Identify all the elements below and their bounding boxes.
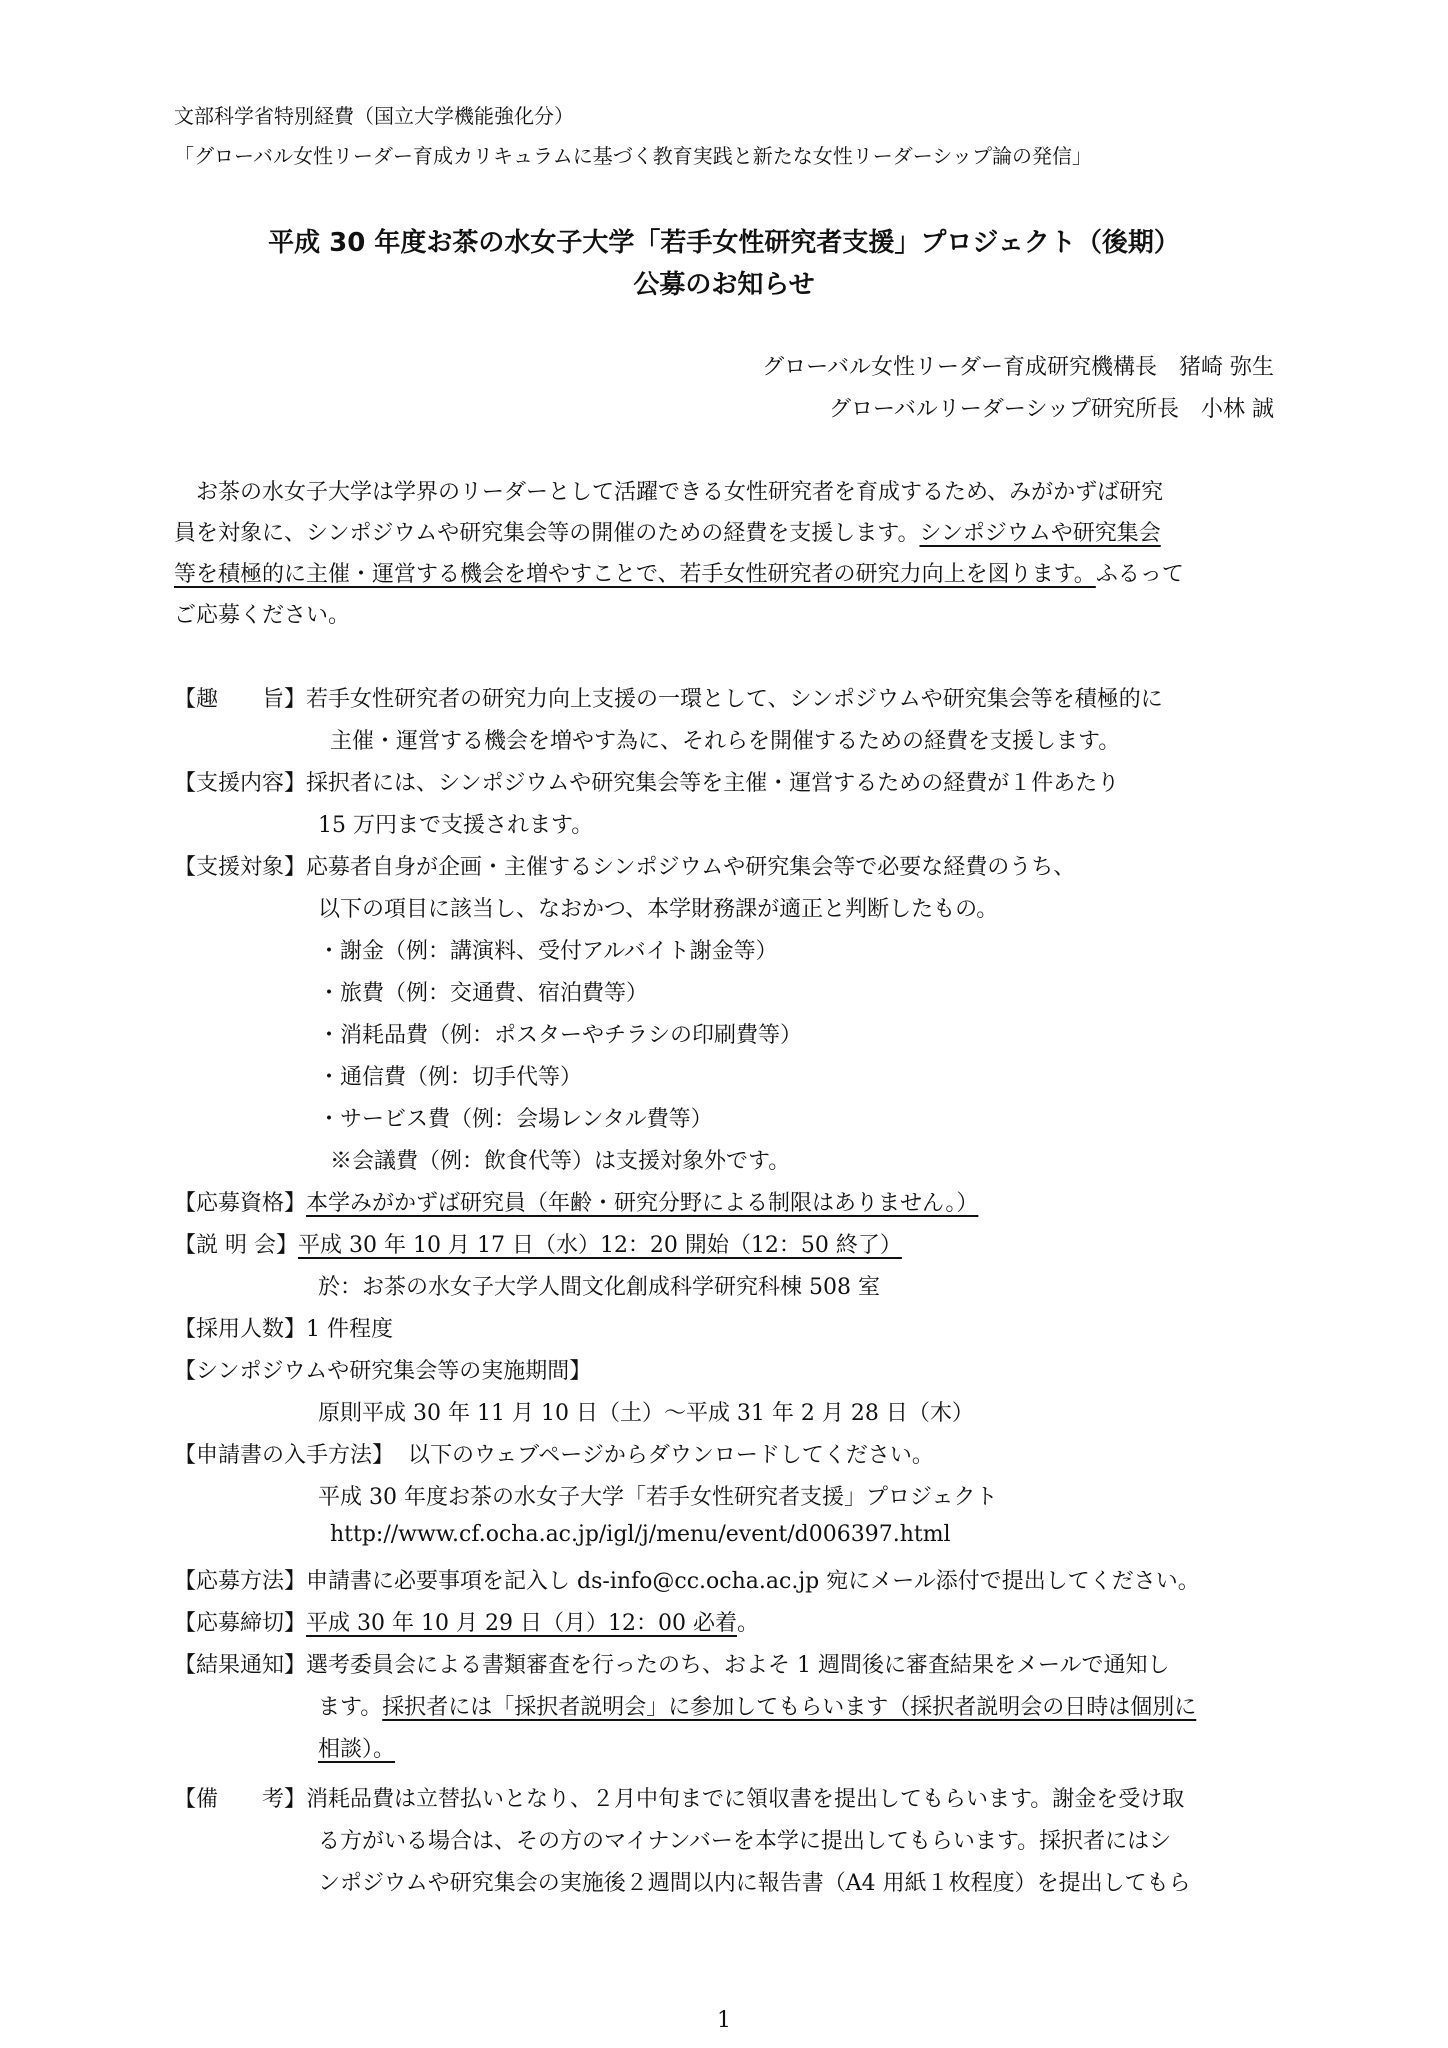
intro-underlined-text: シンポジウムや研究集会 <box>919 521 1161 546</box>
section-text <box>318 1690 1196 1721</box>
section-remarks <box>174 1782 1184 1813</box>
section-text: 申請書に必要事項を記入し ds-info@cc.ocha.ac.jp 宛にメール添付で提出してください。 <box>306 1569 1200 1594</box>
section-support-target <box>174 850 1075 881</box>
section-text: 1 件程度 <box>306 1317 394 1342</box>
signatory-1: グローバル女性リーダー育成研究機構長 猪崎 弥生 <box>762 355 1274 380</box>
intro-line: お茶の水女子大学は学界のリーダーとして活躍できる女性研究者を育成するため、みがかずば研究 <box>174 480 1164 505</box>
intro-paragraph <box>174 472 1274 636</box>
section-deadline <box>174 1606 759 1637</box>
list-item: ・謝金（例：講演料、受付アルバイト謝金等） <box>318 939 778 964</box>
section-text: 以下の項目に該当し、なおかつ、本学財務課が適正と判断したもの。 <box>318 897 999 922</box>
section-text: 消耗品費は立替払いとなり、２月中旬までに領収書を提出してもらいます。謝金を受け取 <box>306 1787 1185 1812</box>
section-label: 【趣 旨】 <box>174 687 307 712</box>
section-briefing <box>174 1228 902 1259</box>
section-label: 【採用人数】 <box>174 1317 307 1342</box>
intro-text: ふるって <box>1095 562 1184 587</box>
section-text: 平成 30 年度お茶の水女子大学「若手女性研究者支援」プロジェクト <box>318 1485 998 1510</box>
section-text: ます。 <box>318 1695 383 1720</box>
download-link[interactable]: http://www.cf.ocha.ac.jp/igl/j/menu/event/d006397.html <box>330 1522 951 1547</box>
page-number: 1 <box>717 2008 731 2033</box>
section-text: 於：お茶の水女子大学人間文化創成科学研究科棟 508 室 <box>318 1275 880 1300</box>
list-item: ・通信費（例：切手代等） <box>318 1065 583 1090</box>
list-item: ・旅費（例：交通費、宿泊費等） <box>318 981 649 1006</box>
section-text: 本学みがかずば研究員（年齢・研究分野による制限はありません。） <box>306 1191 979 1216</box>
section-text: 相談）。 <box>318 1737 396 1762</box>
intro-line <box>174 554 1274 595</box>
section-label: 【応募締切】 <box>174 1611 307 1636</box>
program-header: 「グローバル女性リーダー育成カリキュラムに基づく教育実践と新たな女性リーダーシップ論の発信」 <box>174 144 1092 168</box>
section-text: 応募者自身が企画・主催するシンポジウムや研究集会等で必要な経費のうち、 <box>306 855 1076 880</box>
section-text: 採択者には「採択者説明会」に参加してもらいます（採択者説明会の日時は個別に <box>382 1695 1197 1720</box>
section-eligibility <box>174 1186 978 1217</box>
section-text: 以下のウェブページからダウンロードしてください。 <box>408 1443 934 1468</box>
section-text: 15 万円まで支援されます。 <box>318 813 594 838</box>
section-text: 採択者には、シンポジウムや研究集会等を主催・運営するための経費が１件あたり <box>306 771 1120 796</box>
list-item: ・消耗品費（例：ポスターやチラシの印刷費等） <box>318 1023 803 1048</box>
section-number-adopted <box>174 1312 393 1343</box>
intro-line <box>174 513 1274 554</box>
section-application-method <box>174 1564 1200 1595</box>
section-text: 若手女性研究者の研究力向上支援の一環として、シンポジウムや研究集会等を積極的に <box>306 687 1163 712</box>
section-how-to-obtain <box>174 1438 934 1469</box>
intro-text: 員を対象に、シンポジウムや研究集会等の開催のための経費を支援します。 <box>174 521 920 546</box>
section-text: る方がいる場合は、その方のマイナンバーを本学に提出してもらいます。採択者にはシ <box>318 1829 1172 1854</box>
intro-underlined-text: 等を積極的に主催・運営する機会を増やすことで、若手女性研究者の研究力向上を図ります。 <box>174 562 1096 587</box>
section-purpose <box>174 682 1163 713</box>
page-subtitle: 公募のお知らせ <box>633 270 815 300</box>
section-label: 【支援対象】 <box>174 855 307 880</box>
section-period-label: 【シンポジウムや研究集会等の実施期間】 <box>174 1359 592 1384</box>
section-label: 【支援内容】 <box>174 771 307 796</box>
section-label: 【説 明 会】 <box>174 1233 298 1258</box>
section-text <box>318 1732 395 1763</box>
section-label: 【結果通知】 <box>174 1653 307 1678</box>
section-text: 原則平成 30 年 11 月 10 日（土）～平成 31 年 2 月 28 日（木） <box>318 1401 974 1426</box>
page-title: 平成 30 年度お茶の水女子大学「若手女性研究者支援」プロジェクト（後期） <box>268 228 1180 258</box>
section-text: ンポジウムや研究集会の実施後２週間以内に報告書（A4 用紙１枚程度）を提出してもら <box>318 1871 1191 1896</box>
section-text: 。 <box>736 1611 759 1636</box>
exclusion-note: ※会議費（例：飲食代等）は支援対象外です。 <box>330 1149 791 1174</box>
section-text: 主催・運営する機会を増やす為に、それらを開催するための経費を支援します。 <box>330 729 1121 754</box>
intro-line: ご応募ください。 <box>174 603 351 628</box>
signatory-2: グローバルリーダーシップ研究所長 小林 誠 <box>828 397 1274 422</box>
list-item: ・サービス費（例：会場レンタル費等） <box>318 1107 713 1132</box>
funding-header: 文部科学省特別経費（国立大学機能強化分） <box>174 104 574 128</box>
section-text: 平成 30 年 10 月 17 日（水）12：20 開始（12：50 終了） <box>298 1233 902 1258</box>
section-result-notice <box>174 1648 1170 1679</box>
section-label: 【備 考】 <box>174 1787 307 1812</box>
section-label: 【応募資格】 <box>174 1191 307 1216</box>
section-text: 選考委員会による書類審査を行ったのち、およそ 1 週間後に審査結果をメールで通知し <box>306 1653 1170 1678</box>
section-label: 【申請書の入手方法】 <box>174 1443 395 1468</box>
section-text: 平成 30 年 10 月 29 日（月）12：00 必着 <box>306 1611 737 1636</box>
section-support-content <box>174 766 1119 797</box>
section-label: 【応募方法】 <box>174 1569 307 1594</box>
